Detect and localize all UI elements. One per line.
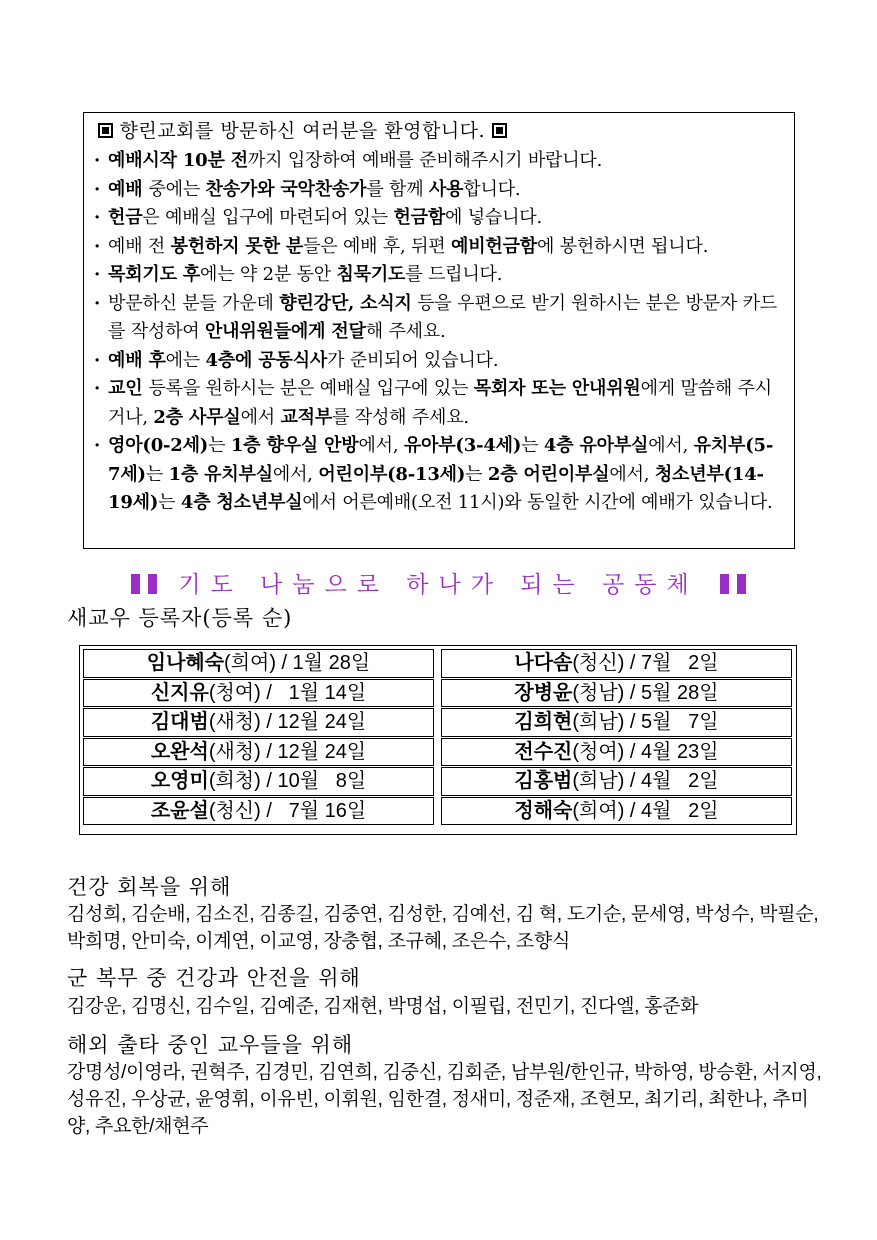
notice-text-segment: 예배 전	[108, 235, 171, 257]
member-name: 김대범	[150, 711, 209, 733]
member-name: 김희현	[514, 711, 573, 733]
bar-marker-icon	[131, 574, 140, 594]
square-bullet-icon	[98, 123, 113, 138]
member-info: (청여) / 4월 23일	[572, 740, 719, 763]
member-info: (희남) / 5월 7일	[572, 711, 719, 733]
notice-text-segment: 향린강단, 소식지	[279, 292, 412, 314]
member-cell	[83, 679, 434, 708]
member-name: 김홍범	[514, 770, 573, 792]
member-name: 오완석	[150, 740, 209, 763]
notice-text-segment: 2층 사무실	[153, 406, 241, 428]
military-names: 김강운, 김명신, 김수일, 김예준, 김재현, 박명섭, 이필립, 전민기, 진다엘, 홍준화	[67, 996, 699, 1017]
welcome-title-line	[92, 117, 784, 147]
notice-text-segment: 에 넣습니다.	[445, 207, 543, 228]
member-cell	[83, 767, 434, 796]
welcome-title: 향린교회를 방문하신 여러분을 환영합니다.	[119, 120, 486, 142]
notice-text-segment: 찬송가와 국악찬송가	[205, 178, 367, 200]
notice-text-segment: 어린이부(8-13세)	[318, 463, 466, 485]
member-cell	[83, 797, 434, 826]
bar-marker-icon	[737, 574, 746, 594]
notice-text-segment: 에는 약 2분 동안	[200, 264, 337, 285]
military-label: 군 복무 중 건강과 안전을 위해	[67, 966, 361, 990]
notice-text-segment: 유아부(3-4세)	[403, 435, 522, 456]
member-cell	[441, 738, 792, 767]
notice-text-segment: 등을 우편으로 받기 원하시는 분은 방문자 카드를 작성하여	[108, 292, 777, 342]
notice-text-segment: 예배	[108, 178, 149, 200]
notice-text-segment: 는	[208, 435, 231, 456]
new-members-right-column	[441, 649, 792, 826]
notice-text-segment: 가 준비되어 있습니다.	[327, 349, 499, 371]
notice-text-segment: 예배시작 10분 전	[108, 150, 248, 171]
member-info: (청신) / 7월 2일	[572, 652, 719, 674]
member-cell	[83, 708, 434, 737]
notice-text-segment: 합니다.	[463, 178, 521, 200]
member-cell	[441, 649, 792, 678]
notice-text-segment: 교적부	[280, 406, 333, 428]
bar-marker-icon	[720, 574, 729, 594]
member-cell	[441, 797, 792, 826]
notice-text-segment: 4층에 공동식사	[205, 349, 328, 371]
member-name: 전수진	[514, 740, 573, 763]
member-name: 나다솜	[514, 652, 573, 674]
square-bullet-icon	[492, 123, 507, 138]
notice-text-segment: 까지 입장하여 예배를 준비해주시기 바랍니다.	[247, 150, 603, 171]
notice-text-segment: 에서,	[272, 463, 319, 485]
member-info: (새청) / 12월 24일	[208, 740, 367, 763]
welcome-notice-item	[92, 375, 784, 432]
member-info: (청남) / 5월 28일	[572, 681, 719, 704]
notice-text-segment: 등록을 원하시는 분은 예배실 입구에 있는	[148, 378, 474, 399]
notice-text-segment: 를 함께	[366, 178, 429, 200]
welcome-notice-list	[92, 147, 784, 518]
notice-text-segment: 중에는	[148, 178, 206, 200]
notice-text-segment: 에서 어른예배(오전 11시)와 동일한 시간에 예배가 있습니다.	[302, 492, 773, 513]
notice-text-segment: 예비헌금함	[451, 235, 537, 257]
notice-text-segment: 를 작성해 주세요.	[332, 406, 469, 428]
member-cell	[441, 679, 792, 708]
notice-text-segment: 방문하신 분들 가운데	[108, 292, 280, 314]
member-name: 임나혜숙	[146, 652, 225, 674]
welcome-notice-item	[92, 261, 784, 290]
member-info: (청신) / 7월 16일	[208, 799, 367, 822]
member-info: (희청) / 10월 8일	[208, 770, 367, 792]
welcome-notice-item	[92, 176, 784, 205]
new-members-label: 새교우 등록자(등록 순)	[67, 606, 293, 630]
member-name: 신지유	[150, 681, 209, 704]
notice-text-segment: 침묵기도	[336, 264, 406, 285]
notice-text-segment: 교인	[108, 378, 149, 399]
member-cell	[83, 649, 434, 678]
new-members-table	[79, 645, 797, 835]
notice-text-segment: 해 주세요.	[365, 321, 446, 342]
notice-text-segment: 헌금	[108, 207, 143, 228]
notice-text-segment: 목회기도 후	[108, 264, 201, 285]
welcome-notice-item	[92, 204, 784, 233]
notice-text-segment: 는	[158, 492, 181, 513]
notice-text-segment: 2층 어린이부실	[487, 463, 610, 485]
welcome-notice-item	[92, 147, 784, 176]
notice-text-segment: 에게 말씀해 주시거나,	[108, 378, 772, 428]
notice-text-segment: 목회자 또는 안내위원	[473, 378, 641, 399]
notice-text-segment: 봉헌하지 못한 분	[170, 235, 304, 257]
notice-text-segment: 유치부(5-7세)	[108, 435, 774, 485]
notice-text-segment: 들은 예배 후, 뒤편	[303, 235, 451, 257]
notice-text-segment: 는	[145, 463, 169, 485]
welcome-notice-item	[92, 347, 784, 376]
notice-text-segment: 4층 유아부실	[543, 435, 649, 456]
member-name: 장병윤	[514, 681, 573, 704]
notice-text-segment: 영아(0-2세)	[108, 435, 209, 456]
member-cell	[441, 708, 792, 737]
notice-text-segment: 청소년부(14-19세)	[108, 463, 764, 513]
member-info: (새청) / 12월 24일	[208, 711, 367, 733]
member-cell	[441, 767, 792, 796]
welcome-box	[83, 112, 795, 549]
member-name: 오영미	[150, 770, 209, 792]
abroad-names: 강명성/이영라, 권혁주, 김경민, 김연희, 김중신, 김회준, 남부원/한인규, 박하영, 방승환, 서지영, 성유진, 우상균, 윤영휘, 이유빈, 이휘원, 임한결, 정새미, 정준재, 조현모, 최기리, 최한나, 추미양, 추요한/채현주	[67, 1062, 822, 1137]
bar-marker-icon	[148, 574, 157, 594]
prayer-heading-line	[0, 570, 877, 600]
notice-text-segment: 예배 후	[108, 349, 166, 371]
prayer-heading: 기도 나눔으로 하나가 되는 공동체	[178, 572, 699, 598]
member-info: (희여) / 4월 2일	[572, 799, 719, 822]
new-members-left-column	[83, 649, 434, 826]
welcome-notice-item	[92, 233, 784, 262]
notice-text-segment: 에는	[165, 349, 206, 371]
notice-text-segment: 4층 청소년부실	[180, 492, 303, 513]
member-info: (청여) / 1월 14일	[208, 681, 367, 704]
notice-text-segment: 에서	[240, 406, 281, 428]
notice-text-segment: 에서,	[648, 435, 694, 456]
health-names: 김성희, 김순배, 김소진, 김종길, 김중연, 김성한, 김예선, 김 혁, 도기순, 문세영, 박성수, 박필순, 박희명, 안미숙, 이계연, 이교영, 장충협, 조규혜, 조은수, 조향식	[67, 904, 819, 952]
member-info: (희여) / 1월 28일	[224, 652, 371, 674]
member-name: 정해숙	[514, 799, 573, 822]
member-info: (희남) / 4월 2일	[572, 770, 719, 792]
abroad-label: 해외 출타 중인 교우들을 위해	[67, 1033, 354, 1057]
welcome-notice-item	[92, 432, 784, 518]
notice-text-segment: 는	[465, 463, 488, 485]
welcome-notice-item	[92, 290, 784, 347]
notice-text-segment: 안내위원들에게 전달	[204, 321, 366, 342]
notice-text-segment: 1층 향우실 안방	[230, 435, 359, 456]
notice-text-segment: 1층 유치부실	[168, 463, 273, 485]
notice-text-segment: 사용	[428, 178, 464, 200]
notice-text-segment: 에서,	[358, 435, 404, 456]
member-name: 조윤설	[150, 799, 209, 822]
member-cell	[83, 738, 434, 767]
notice-text-segment: 를 드립니다.	[405, 264, 503, 285]
notice-text-segment: 에서,	[609, 463, 655, 485]
notice-text-segment: 는	[521, 435, 544, 456]
health-label: 건강 회복을 위해	[67, 875, 232, 899]
notice-text-segment: 헌금함	[393, 207, 446, 228]
notice-text-segment: 에 봉헌하시면 됩니다.	[536, 235, 709, 257]
notice-text-segment: 은 예배실 입구에 마련되어 있는	[142, 207, 394, 228]
